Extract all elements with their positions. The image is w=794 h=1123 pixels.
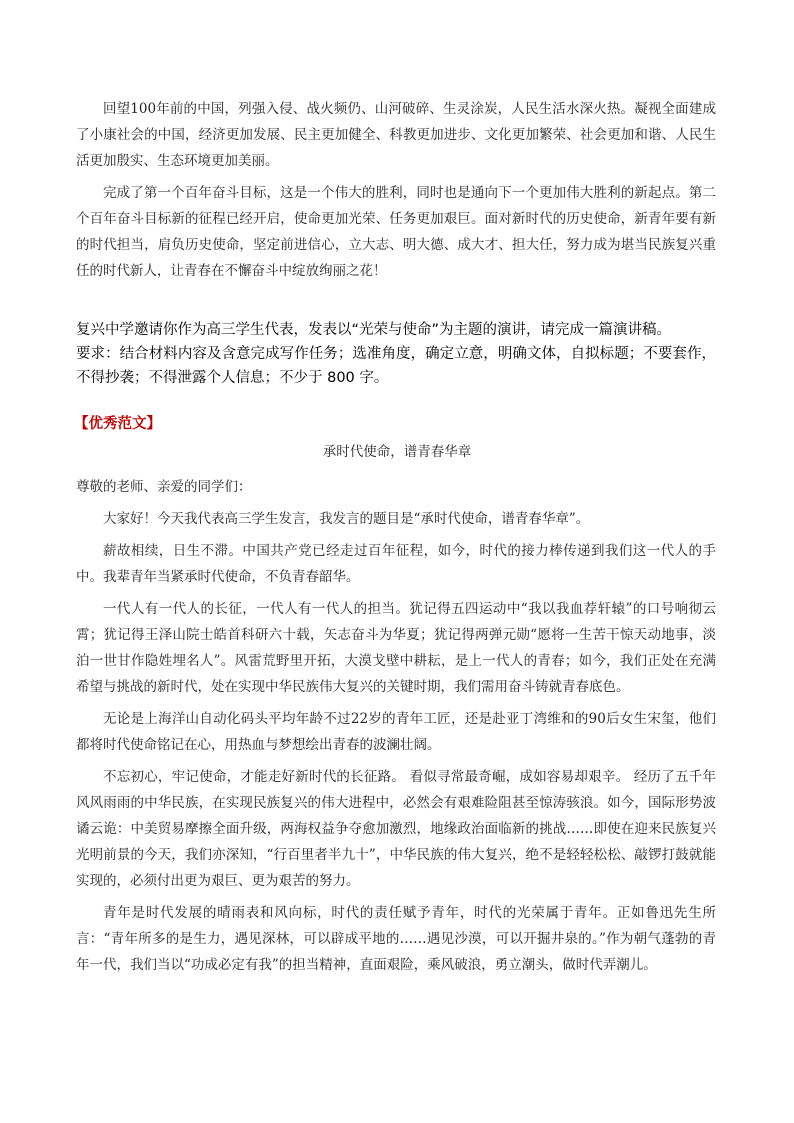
essay-paragraph-5: 不忘初心，牢记使命，才能走好新时代的长征路。 看似寻常最奇崛，成如容易却艰辛。 经历了五千年风风雨雨的中华民族，在实现民族复兴的伟大进程中，必然会有艰难险阻甚至惊涛骇浪。如今，国际形势波谲云诡：中美贸易摩擦全面升级，两海权益争夺愈加激烈，地缘政治面临新的挑战……即使在迎来民族复兴光明前景的今天，我们亦深知，“行百里者半九十”，中华民族的伟大复兴，绝不是轻轻松松、敲锣打鼓就能实现的，必须付出更为艰巨、更为艰苦的努力。	[76, 769, 716, 889]
essay-paragraph-3: 一代人有一代人的长征，一代人有一代人的担当。犹记得五四运动中“我以我血荐轩辕”的口号响彻云霄；犹记得王泽山院士皓首科研六十载，矢志奋斗为华夏；犹记得两弹元勋“愿将一生苦干惊天动地事，淡泊一世甘作隐姓埋名人”。风雷荒野里开拓，大漠戈壁中耕耘，是上一代人的青春；如今，我们正处在充满希望与挑战的新时代，处在实现中华民族伟大复兴的关键时期，我们需用奋斗铸就青春底色。	[76, 601, 716, 695]
material-paragraph-2: 完成了第一个百年奋斗目标，这是一个伟大的胜利，同时也是通向下一个更加伟大胜利的新起点。第二个百年奋斗目标新的征程已经开启，使命更加光荣、任务更加艰巨。面对新时代的历史使命，新青年要有新的时代担当，肩负历史使命，坚定前进信心，立大志、明大德、成大才、担大任，努力成为堪当民族复兴重任的时代新人，让青春在不懈奋斗中绽放绚丽之花！	[76, 185, 716, 279]
prompt-task: 复兴中学邀请你作为高三学生代表，发表以“光荣与使命”为主题的演讲，请完成一篇演讲稿。	[76, 322, 672, 338]
essay-paragraph-6: 青年是时代发展的晴雨表和风向标，时代的责任赋予青年，时代的光荣属于青年。正如鲁迅先生所言：“青年所多的是生力，遇见深林，可以辟成平地的……遇见沙漠，可以开掘井泉的。”作为朝气蓬勃的青年一代，我们当以“功成必定有我”的担当精神，直面艰险，乘风破浪，勇立潮头，做时代弄潮儿。	[76, 905, 716, 973]
material-section	[76, 96, 716, 290]
essay-paragraph-2: 薪故相续，日生不滞。中国共产党已经走过百年征程，如今，时代的接力棒传递到我们这一代人的手中。我辈青年当紧承时代使命，不负青春韶华。	[76, 543, 716, 585]
essay-title: 承时代使命，谱青春华章	[322, 444, 472, 460]
essay-paragraph-4: 无论是上海洋山自动化码头平均年龄不过22岁的青年工匠，还是赴亚丁湾维和的90后女生宋玺，他们都将时代使命铭记在心，用热血与梦想绘出青春的波澜壮阔。	[76, 711, 716, 753]
prompt-requirements: 要求：结合材料内容及含意完成写作任务；选准角度，确定立意，明确文体，自拟标题；不要套作，不得抄袭；不得泄露个人信息；不少于 800 字。	[76, 346, 716, 386]
writing-prompt	[76, 318, 716, 390]
material-paragraph-1: 回望100年前的中国，列强入侵、战火频仍、山河破碎、生灵涂炭，人民生活水深火热。凝视全面建成了小康社会的中国，经济更加发展、民主更加健全、科教更加进步、文化更加繁荣、社会更加和谐、人民生活更加殷实、生态环境更加美丽。	[76, 101, 716, 169]
essay-body	[76, 474, 716, 984]
section-tag: 【优秀范文】	[74, 416, 161, 432]
essay-paragraph-1: 大家好！今天我代表高三学生发言，我发言的题目是“承时代使命，谱青春华章”。	[103, 511, 590, 527]
essay-salutation: 尊敬的老师、亲爱的同学们：	[76, 479, 252, 495]
